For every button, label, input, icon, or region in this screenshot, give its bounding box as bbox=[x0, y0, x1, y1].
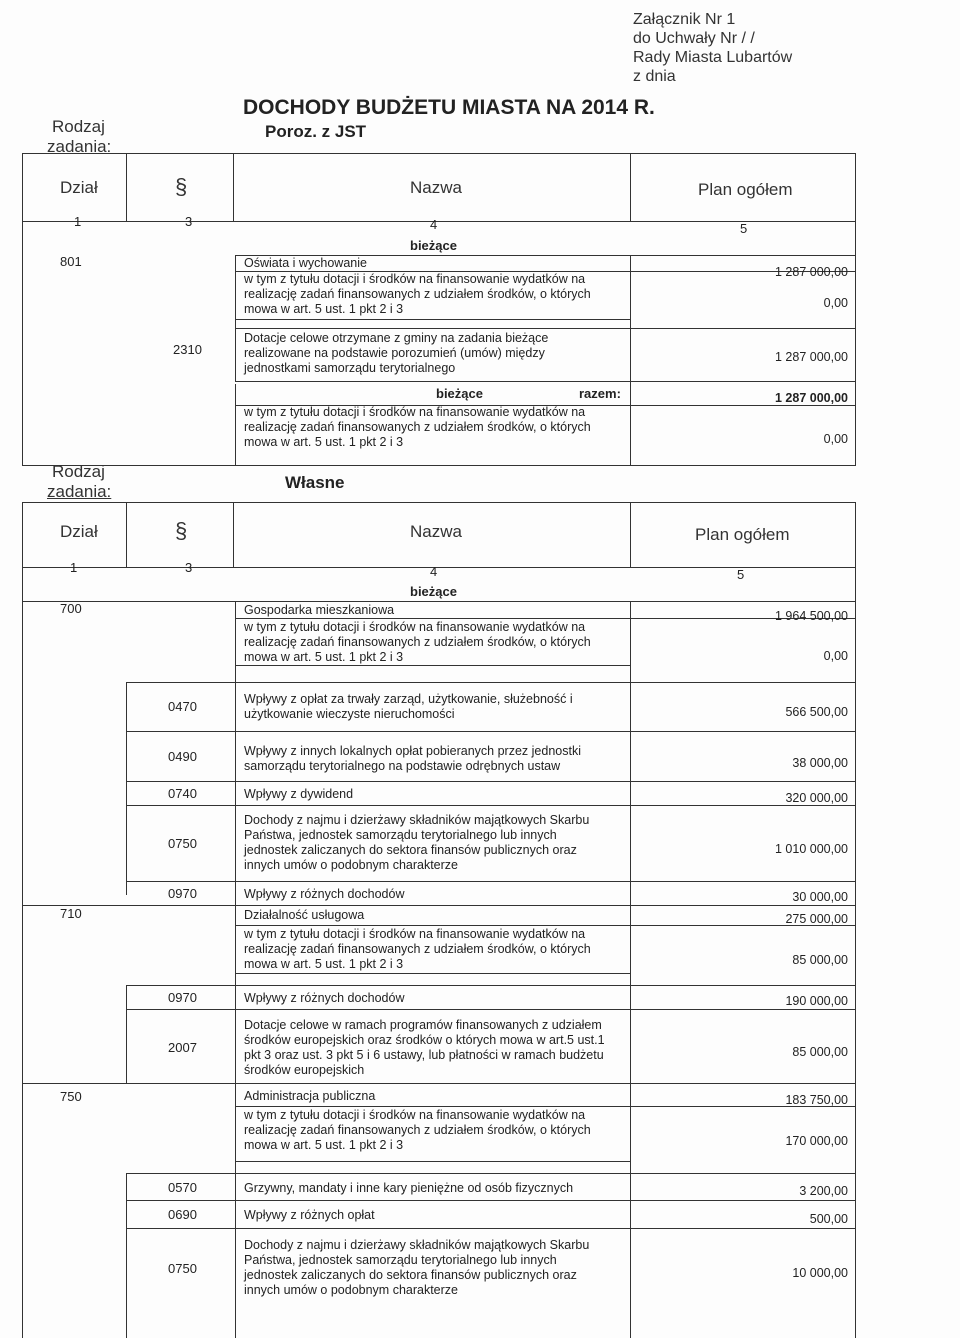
row-name: Działalność usługowa bbox=[244, 908, 365, 922]
row-name: Oświata i wychowanie bbox=[244, 256, 367, 270]
rodzaj-label bbox=[47, 117, 112, 157]
header-dzial: Dział bbox=[60, 522, 98, 541]
row-amount: 170 000,00 bbox=[785, 1134, 848, 1148]
section-subtitle: Własne bbox=[285, 473, 345, 492]
col-num-4: 4 bbox=[430, 564, 438, 579]
row-name: w tym z tytułu dotacji i środków na finansowanie wydatków na realizację zadań finansowanych z udziałem środków, o których mowa w art. 5 ust. 1 pkt 2 i 3 bbox=[244, 620, 591, 664]
row-amount: 566 500,00 bbox=[785, 705, 848, 719]
row-name: w tym z tytułu dotacji i środków na finansowanie wydatków na realizację zadań finansowanych z udziałem środków, o których mowa w art. 5 ust. 1 pkt 2 i 3 bbox=[244, 272, 591, 316]
paragraph-code: 0570 bbox=[168, 1180, 197, 1195]
row-name: Dochody z najmu i dzierżawy składników majątkowych Skarbu Państwa, jednostek samorządu terytorialnego lub innych jednostek zaliczanych do sektora finansów publicznych oraz innych umów o podobnym charakterze bbox=[244, 1238, 590, 1297]
paragraph-code: 0970 bbox=[168, 990, 197, 1005]
row-name: Gospodarka mieszkaniowa bbox=[244, 603, 395, 617]
row-amount: 85 000,00 bbox=[792, 1045, 848, 1059]
header-nazwa: Nazwa bbox=[410, 522, 462, 541]
row-name: Wpływy z dywidend bbox=[244, 787, 354, 801]
summary-amount: 1 287 000,00 bbox=[775, 391, 848, 405]
col-num-4: 4 bbox=[430, 217, 438, 232]
paragraph-code: 2007 bbox=[168, 1040, 197, 1055]
row-amount: 1 287 000,00 bbox=[775, 350, 848, 364]
rodzaj-label-line1: Rodzaj bbox=[52, 117, 105, 136]
row-amount: 0,00 bbox=[823, 649, 848, 663]
attachment-note bbox=[633, 10, 792, 86]
document-title: DOCHODY BUDŻETU MIASTA NA 2014 R. bbox=[243, 96, 655, 119]
row-amount: 85 000,00 bbox=[792, 953, 848, 967]
attachment-line: z dnia bbox=[633, 68, 676, 85]
summary-label: bieżące bbox=[436, 386, 483, 401]
row-amount: 30 000,00 bbox=[792, 890, 848, 904]
row-name: w tym z tytułu dotacji i środków na finansowanie wydatków na realizację zadań finansowanych z udziałem środków, o których mowa w art. 5 ust. 1 pkt 2 i 3 bbox=[244, 1108, 591, 1152]
row-name: Wpływy z różnych dochodów bbox=[244, 991, 405, 1005]
biezace-label: bieżące bbox=[410, 584, 457, 599]
attachment-line: do Uchwały Nr / / bbox=[633, 30, 755, 47]
row-amount: 10 000,00 bbox=[792, 1266, 848, 1280]
row-amount: 0,00 bbox=[823, 296, 848, 310]
header-paragraf: § bbox=[175, 174, 188, 199]
row-name: Administracja publiczna bbox=[244, 1089, 376, 1103]
paragraph-code: 2310 bbox=[173, 342, 202, 357]
attachment-line: Załącznik Nr 1 bbox=[633, 11, 736, 28]
paragraph-code: 0470 bbox=[168, 699, 197, 714]
col-num-3: 3 bbox=[185, 560, 193, 575]
header-dzial: Dział bbox=[60, 178, 98, 197]
header-plan: Plan ogółem bbox=[695, 525, 790, 544]
dzial-code: 710 bbox=[60, 906, 82, 921]
row-amount: 275 000,00 bbox=[785, 912, 848, 926]
row-name: Grzywny, mandaty i inne kary pieniężne od osób fizycznych bbox=[244, 1181, 574, 1195]
row-amount: 1 287 000,00 bbox=[775, 265, 848, 279]
dzial-code: 700 bbox=[60, 601, 82, 616]
dzial-code: 750 bbox=[60, 1089, 82, 1104]
row-amount: 190 000,00 bbox=[785, 994, 848, 1008]
row-amount: 500,00 bbox=[809, 1212, 848, 1226]
summary-sub-amount: 0,00 bbox=[823, 432, 848, 446]
col-num-1: 1 bbox=[70, 560, 78, 575]
col-num-5: 5 bbox=[737, 567, 745, 582]
header-plan: Plan ogółem bbox=[698, 180, 793, 199]
row-amount: 1 964 500,00 bbox=[775, 609, 848, 623]
summary-razem: razem: bbox=[579, 386, 621, 401]
paragraph-code: 0490 bbox=[168, 749, 197, 764]
row-amount: 38 000,00 bbox=[792, 756, 848, 770]
row-name: Dochody z najmu i dzierżawy składników majątkowych Skarbu Państwa, jednostek samorządu terytorialnego lub innych jednostek zaliczanych do sektora finansów publicznych oraz innych umów o podobnym charakterze bbox=[244, 813, 590, 872]
row-name: w tym z tytułu dotacji i środków na finansowanie wydatków na realizację zadań finansowanych z udziałem środków, o których mowa w art. 5 ust. 1 pkt 2 i 3 bbox=[244, 927, 591, 971]
row-name: Wpływy z różnych dochodów bbox=[244, 887, 405, 901]
row-name: Dotacje celowe w ramach programów finansowanych z udziałem środków europejskich oraz środków o których mowa w art.5 ust.1 pkt 3 oraz ust. 3 pkt 5 i 6 ustawy, lub płatności w ramach budżetu środków europejskich bbox=[244, 1018, 605, 1077]
attachment-line: Rady Miasta Lubartów bbox=[633, 49, 793, 66]
header-paragraf: § bbox=[175, 518, 188, 543]
paragraph-code: 0690 bbox=[168, 1207, 197, 1222]
dzial-code: 801 bbox=[60, 254, 82, 269]
row-amount: 183 750,00 bbox=[785, 1093, 848, 1107]
row-name: Wpływy z opłat za trwały zarząd, użytkowanie, służebność i użytkowanie wieczyste nieruchomości bbox=[244, 692, 573, 721]
paragraph-code: 0740 bbox=[168, 786, 197, 801]
col-num-1: 1 bbox=[74, 214, 82, 229]
row-name: Wpływy z różnych opłat bbox=[244, 1208, 375, 1222]
row-amount: 1 010 000,00 bbox=[775, 842, 848, 856]
section-subtitle: Poroz. z JST bbox=[265, 122, 367, 141]
row-name: Dotacje celowe otrzymane z gminy na zadania bieżące realizowane na podstawie porozumień (umów) między jednostkami samorządu terytorialnego bbox=[244, 331, 549, 375]
summary-subrow: w tym z tytułu dotacji i środków na finansowanie wydatków na realizację zadań finansowanych z udziałem środków, o których mowa w art. 5 ust. 1 pkt 2 i 3 bbox=[244, 405, 591, 449]
rodzaj-label: Rodzaj zadania: bbox=[47, 462, 112, 501]
row-amount: 3 200,00 bbox=[799, 1184, 848, 1198]
col-num-3: 3 bbox=[185, 214, 193, 229]
biezace-label: bieżące bbox=[410, 238, 457, 253]
row-name: Wpływy z innych lokalnych opłat pobieranych przez jednostki samorządu terytorialnego na podstawie odrębnych ustaw bbox=[244, 744, 581, 773]
paragraph-code: 0750 bbox=[168, 836, 197, 851]
row-amount: 320 000,00 bbox=[785, 791, 848, 805]
paragraph-code: 0750 bbox=[168, 1261, 197, 1276]
header-nazwa: Nazwa bbox=[410, 178, 462, 197]
paragraph-code: 0970 bbox=[168, 886, 197, 901]
rodzaj-label-line2: zadania: bbox=[47, 137, 112, 156]
col-num-5: 5 bbox=[740, 221, 748, 236]
